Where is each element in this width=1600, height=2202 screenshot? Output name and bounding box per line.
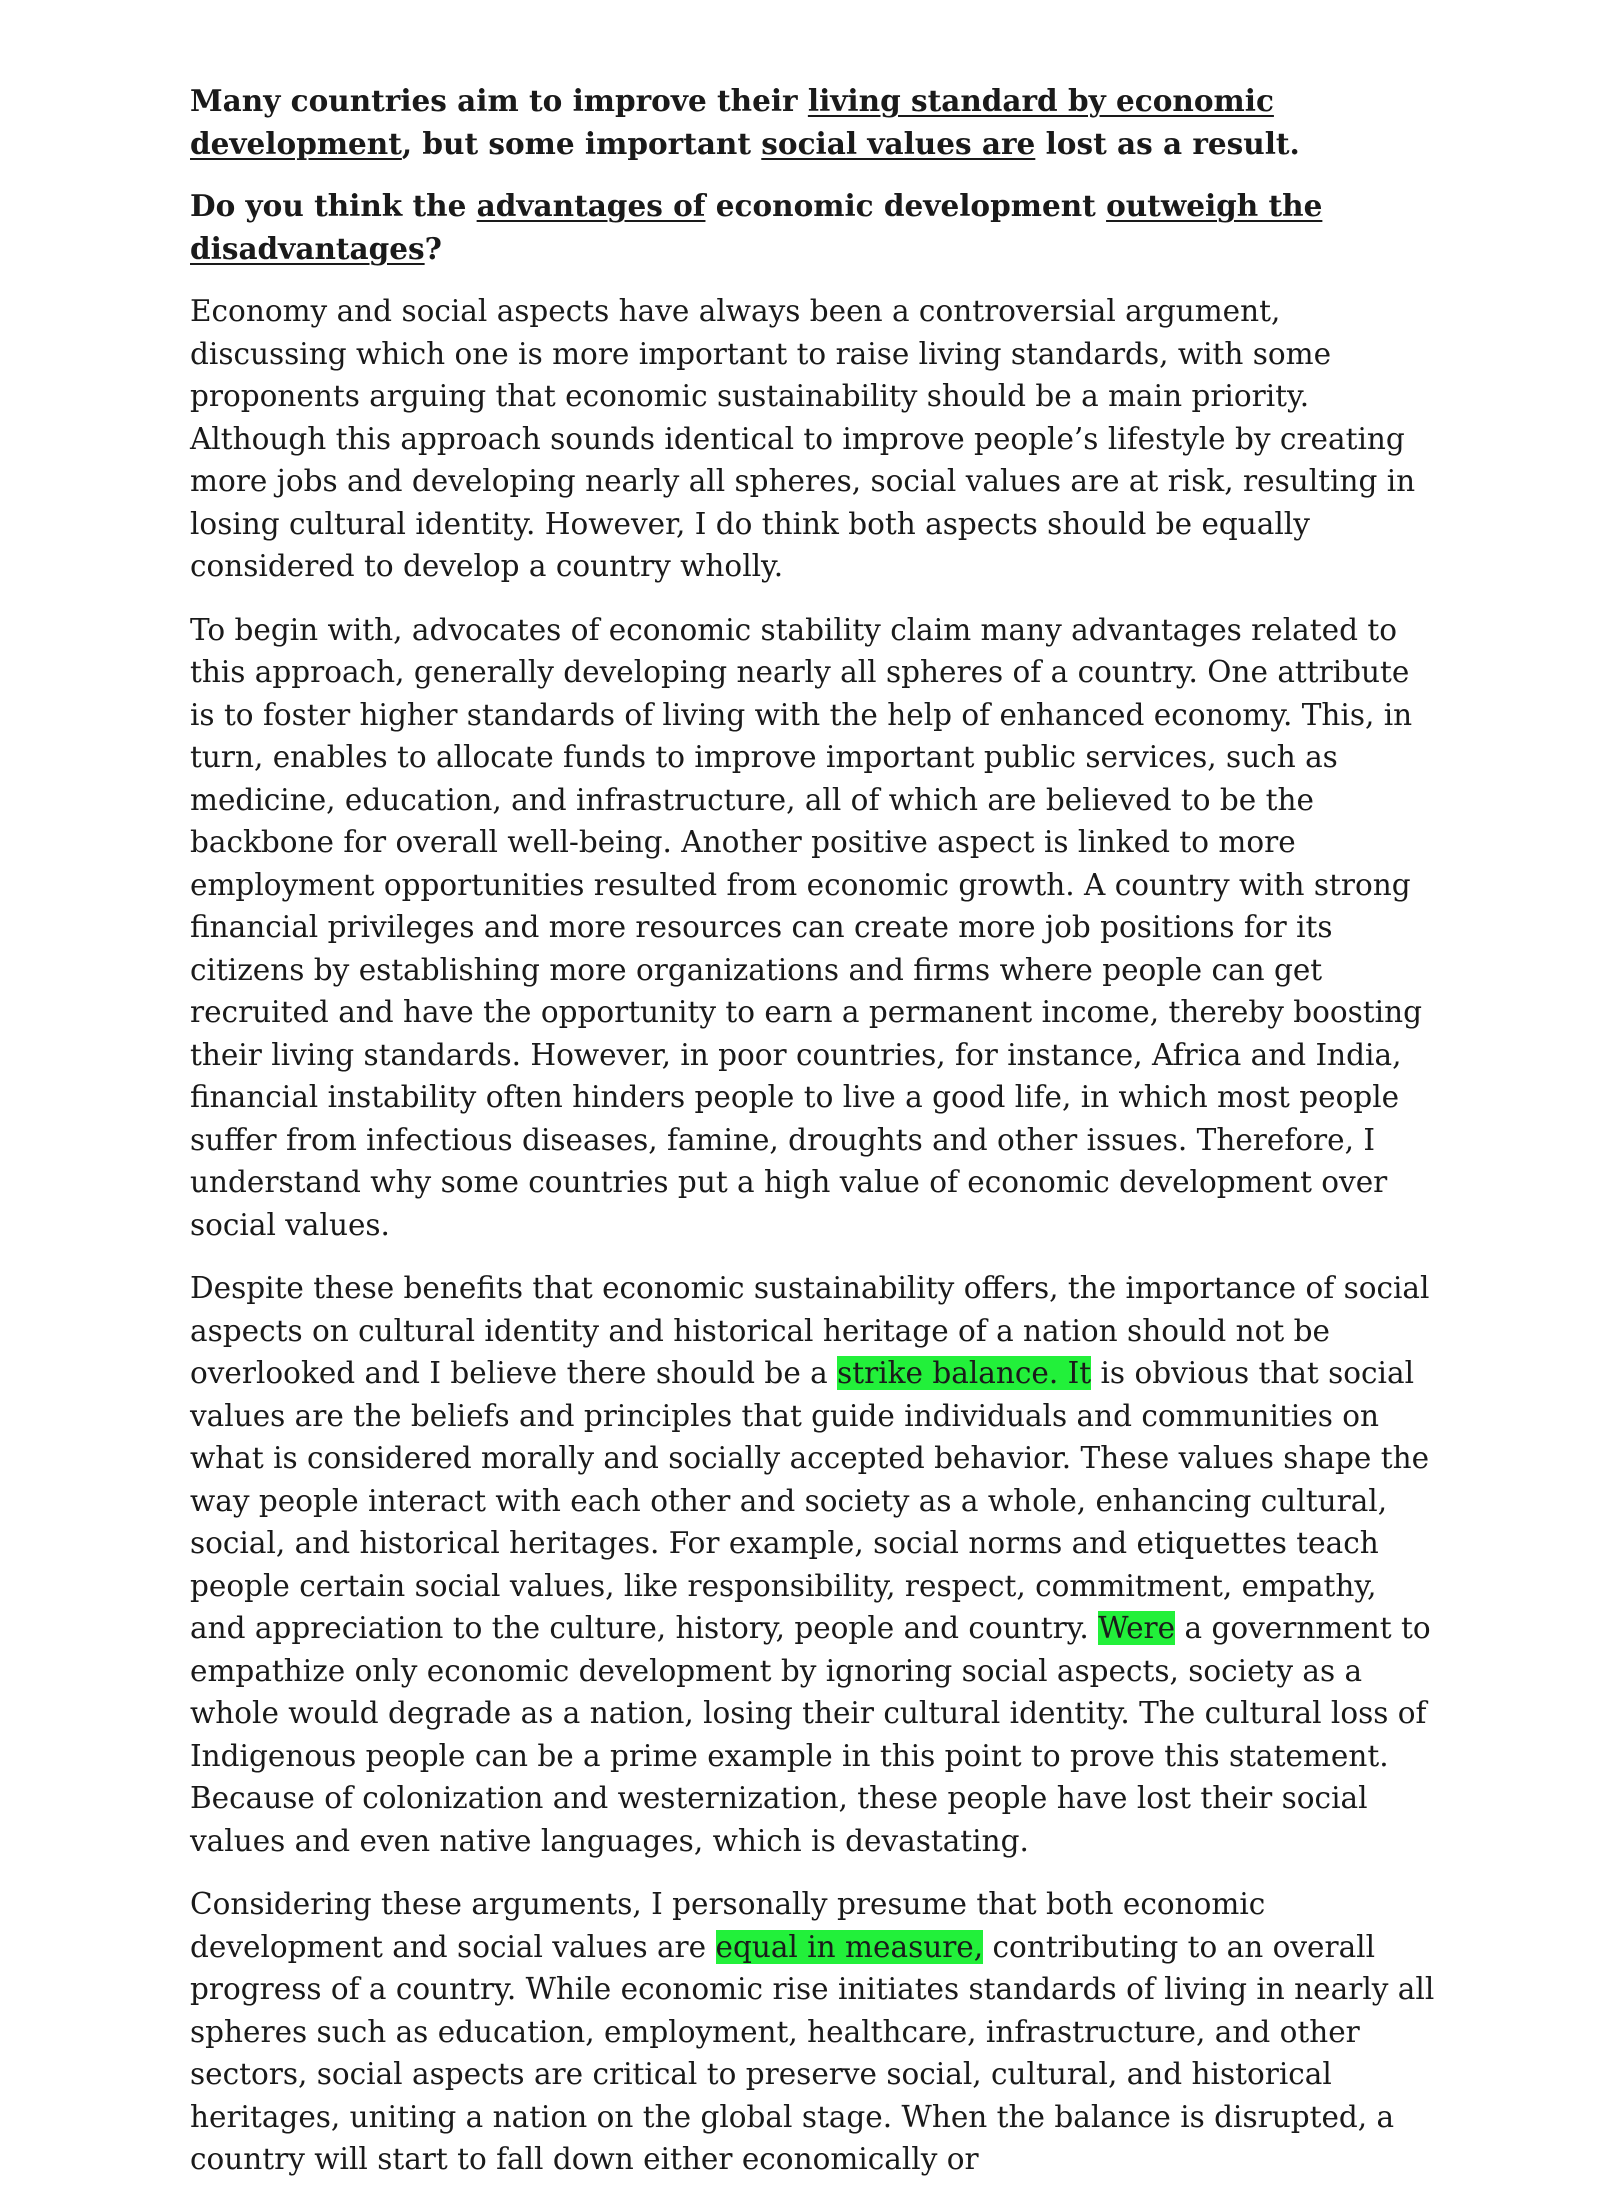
highlight-were: Were: [1098, 1611, 1176, 1645]
question-text-2: economic development: [705, 188, 1107, 223]
conclusion-text-2: contributing to an overall progress of a country. While economic rise initiates standards of living in nearly all spheres such as education, employment, healthcare, infrastructure, and other sectors, social aspects are critical to preserve social, cultural, and historical heritages, uniting a nation on the global stage. When the balance is disrupted, a country will start to fall down either economically or: [190, 1929, 1435, 2176]
essay-page: [190, 80, 1440, 2202]
essay-question: [190, 185, 1440, 270]
intro-paragraph: Economy and social aspects have always been a controversial argument, discussing which one is more important to raise living standards, with some proponents arguing that economic sustainability should be a main priority. Although this approach sounds identical to improve people’s lifestyle by creating more jobs and developing nearly all spheres, social values are at risk, resulting in losing cultural identity. However, I do think both aspects should be equally considered to develop a country wholly.: [190, 294, 1416, 583]
highlight-equal-in-measure: equal in measure,: [715, 1929, 984, 1964]
body-paragraph-1: To begin with, advocates of economic stability claim many advantages related to this approach, generally developing nearly all spheres of a country. One attribute is to foster higher standards of living with the help of enhanced economy. This, in turn, enables to allocate funds to improve important public services, such as medicine, education, and infrastructure, all of which are believed to be the backbone for overall well-being. Another positive aspect is linked to more employment opportunities resulted from economic growth. A country with strong financial privileges and more resources can create more job positions for its citizens by establishing more organizations and firms where people can get recruited and have the opportunity to earn a permanent income, thereby boosting their living standards. However, in poor countries, for instance, Africa and India, financial instability often hinders people to live a good life, in which most people suffer from infectious diseases, famine, droughts and other issues. Therefore, I understand why some countries put a high value of economic development over social values.: [190, 612, 1422, 1242]
body-paragraph-2: [190, 1267, 1440, 1862]
question-underline-1: advantages of: [476, 188, 706, 223]
title-text-3: lost as a result.: [1035, 125, 1300, 161]
title-text-2: , but some important: [401, 125, 762, 161]
essay-title: [190, 80, 1440, 165]
title-underline-2: social values are: [761, 125, 1036, 161]
body2-text-1: Despite these benefits that economic sustainability offers, the importance of social aspects on cultural identity and historical heritage of a nation should not be overlooked and I believe there should be a: [190, 1271, 1430, 1390]
title-text-1: Many countries aim to improve their: [190, 83, 808, 118]
question-underline-2: outweigh the disadvantages: [190, 188, 1323, 266]
body2-text-3: a government to empathize only economic development by ignoring social aspects, society as a whole would degrade as a nation, losing their cultural identity. The cultural loss of Indigenous people can be a prime example in this point to prove this statement. Because of colonization and westernization, these people have lost their social values and even native languages, which is devastating.: [190, 1611, 1431, 1858]
highlight-strike-balance: strike balance. It: [837, 1356, 1092, 1390]
title-underline-1: living standard by economic development: [190, 83, 1274, 161]
question-text-3: ?: [424, 230, 442, 266]
body2-text-2: is obvious that social values are the beliefs and principles that guide individuals and communities on what is considered morally and socially accepted behavior. These values shape the way people interact with each other and society as a whole, enhancing cultural, social, and historical heritages. For example, social norms and etiquettes teach people certain social values, like responsibility, respect, commitment, empathy, and appreciation to the culture, history, people and country.: [190, 1356, 1430, 1645]
conclusion-text-1: Considering these arguments, I personally presume that both economic development and social values are: [190, 1887, 1266, 1964]
question-text-1: Do you think the: [190, 188, 477, 223]
conclusion-paragraph: [190, 1883, 1440, 2181]
